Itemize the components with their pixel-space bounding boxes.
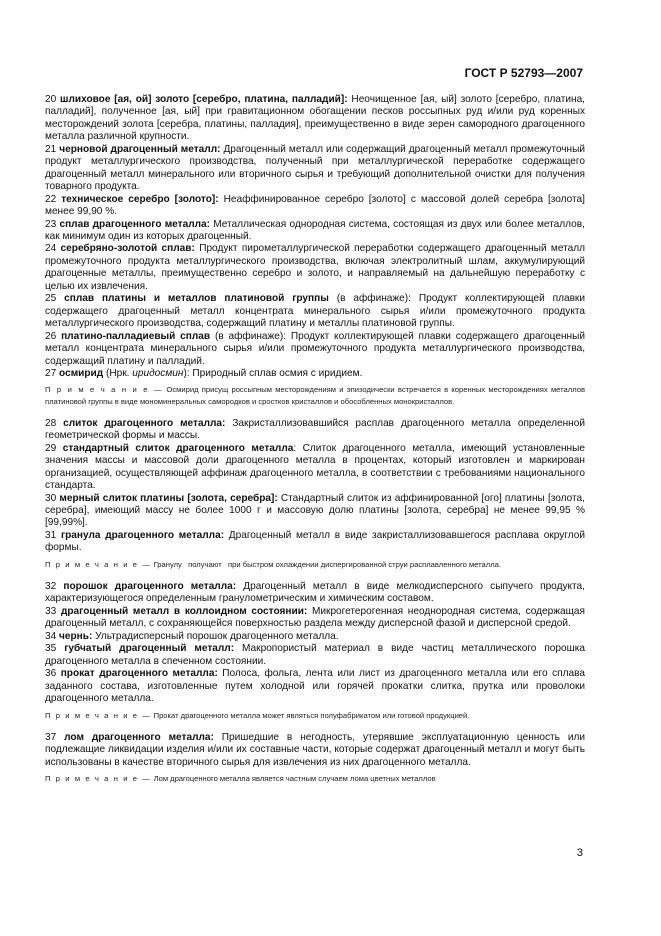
term-entry-37	[45, 732, 585, 769]
term-entry-25	[45, 293, 585, 330]
note-label: П р и м е ч а н и е —	[45, 385, 164, 395]
deprecated-term: иридосмин	[132, 367, 184, 379]
term-entry-20	[45, 94, 585, 144]
entry-number: 22	[45, 193, 57, 205]
term-name: шлиховое [ая, ой] золото [серебро, платина, палладий]:	[60, 94, 348, 105]
term-definition: Неочищенное [ая, ый] золото [серебро, платина, палладий], полученное [ая, ый] при гравитационном обогащении песков россыпных руд и/или руд коренных месторождений золота [серебра, платины, палладия], преимущественно в виде зерен самородного драгоценного металла различной крупности.	[45, 94, 585, 143]
term-name: лом драгоценного металла:	[64, 731, 214, 743]
entry-number: 37	[45, 731, 57, 743]
term-entry-21	[45, 144, 585, 194]
term-entry-31	[45, 530, 585, 555]
term-definition: Стандартный слиток из аффинированной [ого] платины [золота, серебра], имеющий массу не более 1000 г и массовую долю платины [золота, серебра] не менее 99,95 % [99,99%].	[45, 492, 585, 529]
term-entry-30	[45, 493, 585, 530]
term-definition: Пришедшие в негодность, утерявшие эксплуатационную ценность или подлежащие ликвидации изделия и/или их составные части, которые содержат драгоценный металл и могут быть использованы в качестве вторичного сырья для извлечения из них драгоценного металла.	[45, 731, 585, 768]
entry-number: 30	[45, 492, 57, 504]
term-name: осмирид	[59, 367, 104, 379]
term-name: стандартный слиток драгоценного металла	[62, 442, 294, 454]
term-entry-27	[45, 368, 585, 380]
term-entry-24	[45, 243, 585, 293]
term-definition: Полоса, фольга, лента или лист из драгоценного металла или его сплава заданного состава, изготовленные путем холодной или горячей прокатки слитка, прутка или проволоки драгоценного металла.	[45, 668, 585, 705]
term-entry-32	[45, 581, 585, 606]
note-label: П р и м е ч а н и е —	[45, 559, 152, 569]
term-name: платино-палладиевый сплав	[61, 330, 211, 342]
term-name: чернь:	[59, 630, 93, 642]
term-entry-34	[45, 631, 585, 643]
term-definition: Ультрадисперсный порошок драгоценного металла.	[95, 630, 339, 642]
page-number: 3	[576, 847, 583, 859]
term-definition: Продукт пирометаллургической переработки содержащего драгоценный металл промежуточного продукта металлургического производства, включая электролитный шлам, аккумулирующий драгоценные металлы, преимущественно серебро и золото, и направляемый на дальнейшую переработку с целью их извлечения.	[45, 243, 585, 292]
term-definition: Металлическая однородная система, состоящая из двух или более металлов, как минимум один из которых драгоценный.	[45, 218, 585, 242]
term-definition: Драгоценный металл или содержащий драгоценный металл промежуточный продукт металлургического производства, полученный при металлургической переработке содержащего драгоценный металл минерального или вторичного сырья и требующий дополнительной очистки для получения товарного продукта.	[45, 143, 586, 193]
note-text: Прокат драгоценного металла может являться полуфабрикатом или готовой продукцией.	[153, 710, 470, 720]
entry-number: 31	[45, 529, 57, 541]
term-entry-22	[45, 194, 585, 219]
term-definition: Драгоценный металл в виде закристаллизовавшегося расплава округлой формы.	[45, 529, 585, 554]
entry-number: 28	[45, 417, 57, 429]
entry-number: 33	[45, 605, 57, 617]
entry-number: 21	[45, 143, 57, 155]
term-name: гранула драгоценного металла:	[60, 529, 225, 541]
note-36	[45, 710, 585, 721]
term-definition: (в аффинаже): Продукт коллектирующей плавки содержащего драгоценный металл концентрата минерального сырья и/или промежуточного продукта металлургического производства, содержащий платину и палладий.	[45, 330, 585, 367]
term-definition: Драгоценный металл в виде мелкодисперсного сыпучего продукта, характеризующегося определенным гранулометрическим и химическим составом.	[45, 581, 585, 605]
standard-header: ГОСТ Р 52793—2007	[464, 66, 583, 80]
entry-number: 26	[45, 330, 57, 342]
note-text: Осмирид присущ россыпным месторождениям и эпизодически встречается в коренных месторождениях металлов платиновой группы в виде мономинеральных самородков и сростков кристаллов и обособленных монокристаллов.	[45, 385, 585, 406]
term-name: сплав драгоценного металла:	[59, 218, 211, 230]
entry-number: 25	[45, 293, 57, 305]
entry-number: 29	[45, 442, 57, 454]
terms-list	[45, 94, 585, 795]
note-27	[45, 384, 585, 406]
term-entry-23	[45, 219, 585, 244]
entry-number: 23	[45, 218, 57, 230]
term-definition: Закристаллизовавшийся расплав драгоценного металла определенной геометрической формы и массы.	[45, 417, 585, 442]
term-entry-36	[45, 668, 585, 705]
note-37	[45, 773, 585, 784]
term-definition: ): Природный сплав осмия с иридием.	[183, 367, 363, 379]
term-entry-28	[45, 418, 585, 443]
term-definition: : Слиток драгоценного металла, имеющий установленные значения массы и массовой доли драгоценного металла в процентах, который изготовлен и маркирован организацией, осуществляющей аффинаж драгоценного металла, в соответствии с требованиями национального стандарта.	[45, 442, 585, 492]
entry-number: 27	[45, 367, 57, 379]
term-definition: Макропористый материал в виде частиц металлического порошка драгоценного металла в спеченном состоянии.	[45, 643, 585, 667]
entry-number: 35	[45, 643, 57, 655]
note-31	[45, 559, 585, 570]
entry-number: 32	[45, 581, 57, 593]
term-name: серебряно-золотой сплав:	[60, 243, 195, 255]
note-text: Лом драгоценного металла является частным случаем лома цветных металлов	[153, 774, 436, 784]
term-name: черновой драгоценный металл:	[59, 143, 221, 155]
term-entry-35	[45, 643, 585, 668]
entry-number: 36	[45, 668, 57, 680]
term-prefix: (Нрк.	[105, 367, 133, 379]
term-name: техническое серебро [золото]:	[61, 193, 219, 205]
term-entry-29	[45, 443, 585, 493]
term-name: прокат драгоценного металла:	[60, 668, 218, 680]
term-name: слиток драгоценного металла:	[63, 417, 226, 429]
note-label: П р и м е ч а н и е —	[45, 710, 152, 720]
entry-number: 24	[45, 243, 57, 255]
entry-number: 20	[45, 94, 57, 105]
term-entry-33	[45, 606, 585, 631]
entry-number: 34	[45, 630, 57, 642]
term-name: губчатый драгоценный металл:	[64, 643, 235, 655]
term-name: порошок драгоценного металла:	[63, 581, 237, 593]
note-text: Гранулу получают при быстром охлаждении диспергированной струи расплавленного металла.	[153, 559, 501, 569]
term-definition: Микрогетерогенная неоднородная система, содержащая драгоценный металл, с сохраняющейся поверхностью раздела между дисперсной фазой и дисперсной средой.	[45, 605, 585, 630]
term-definition: Неаффинированное серебро [золото] с массовой долей серебра [золота] менее 99,90 %.	[45, 193, 585, 218]
term-entry-26	[45, 331, 585, 368]
term-definition: (в аффинаже): Продукт коллектирующей плавки содержащего драгоценный металл концентрата минерального сырья и/или промежуточного продукта металлургического производства, содержащий платину и металлы платиновой группы.	[45, 293, 585, 330]
term-name: мерный слиток платины [золота, серебра]:	[59, 492, 278, 504]
term-name: драгоценный металл в коллоидном состоянии:	[60, 605, 308, 617]
note-label: П р и м е ч а н и е —	[45, 774, 152, 784]
term-name: сплав платины и металлов платиновой группы	[64, 293, 329, 305]
